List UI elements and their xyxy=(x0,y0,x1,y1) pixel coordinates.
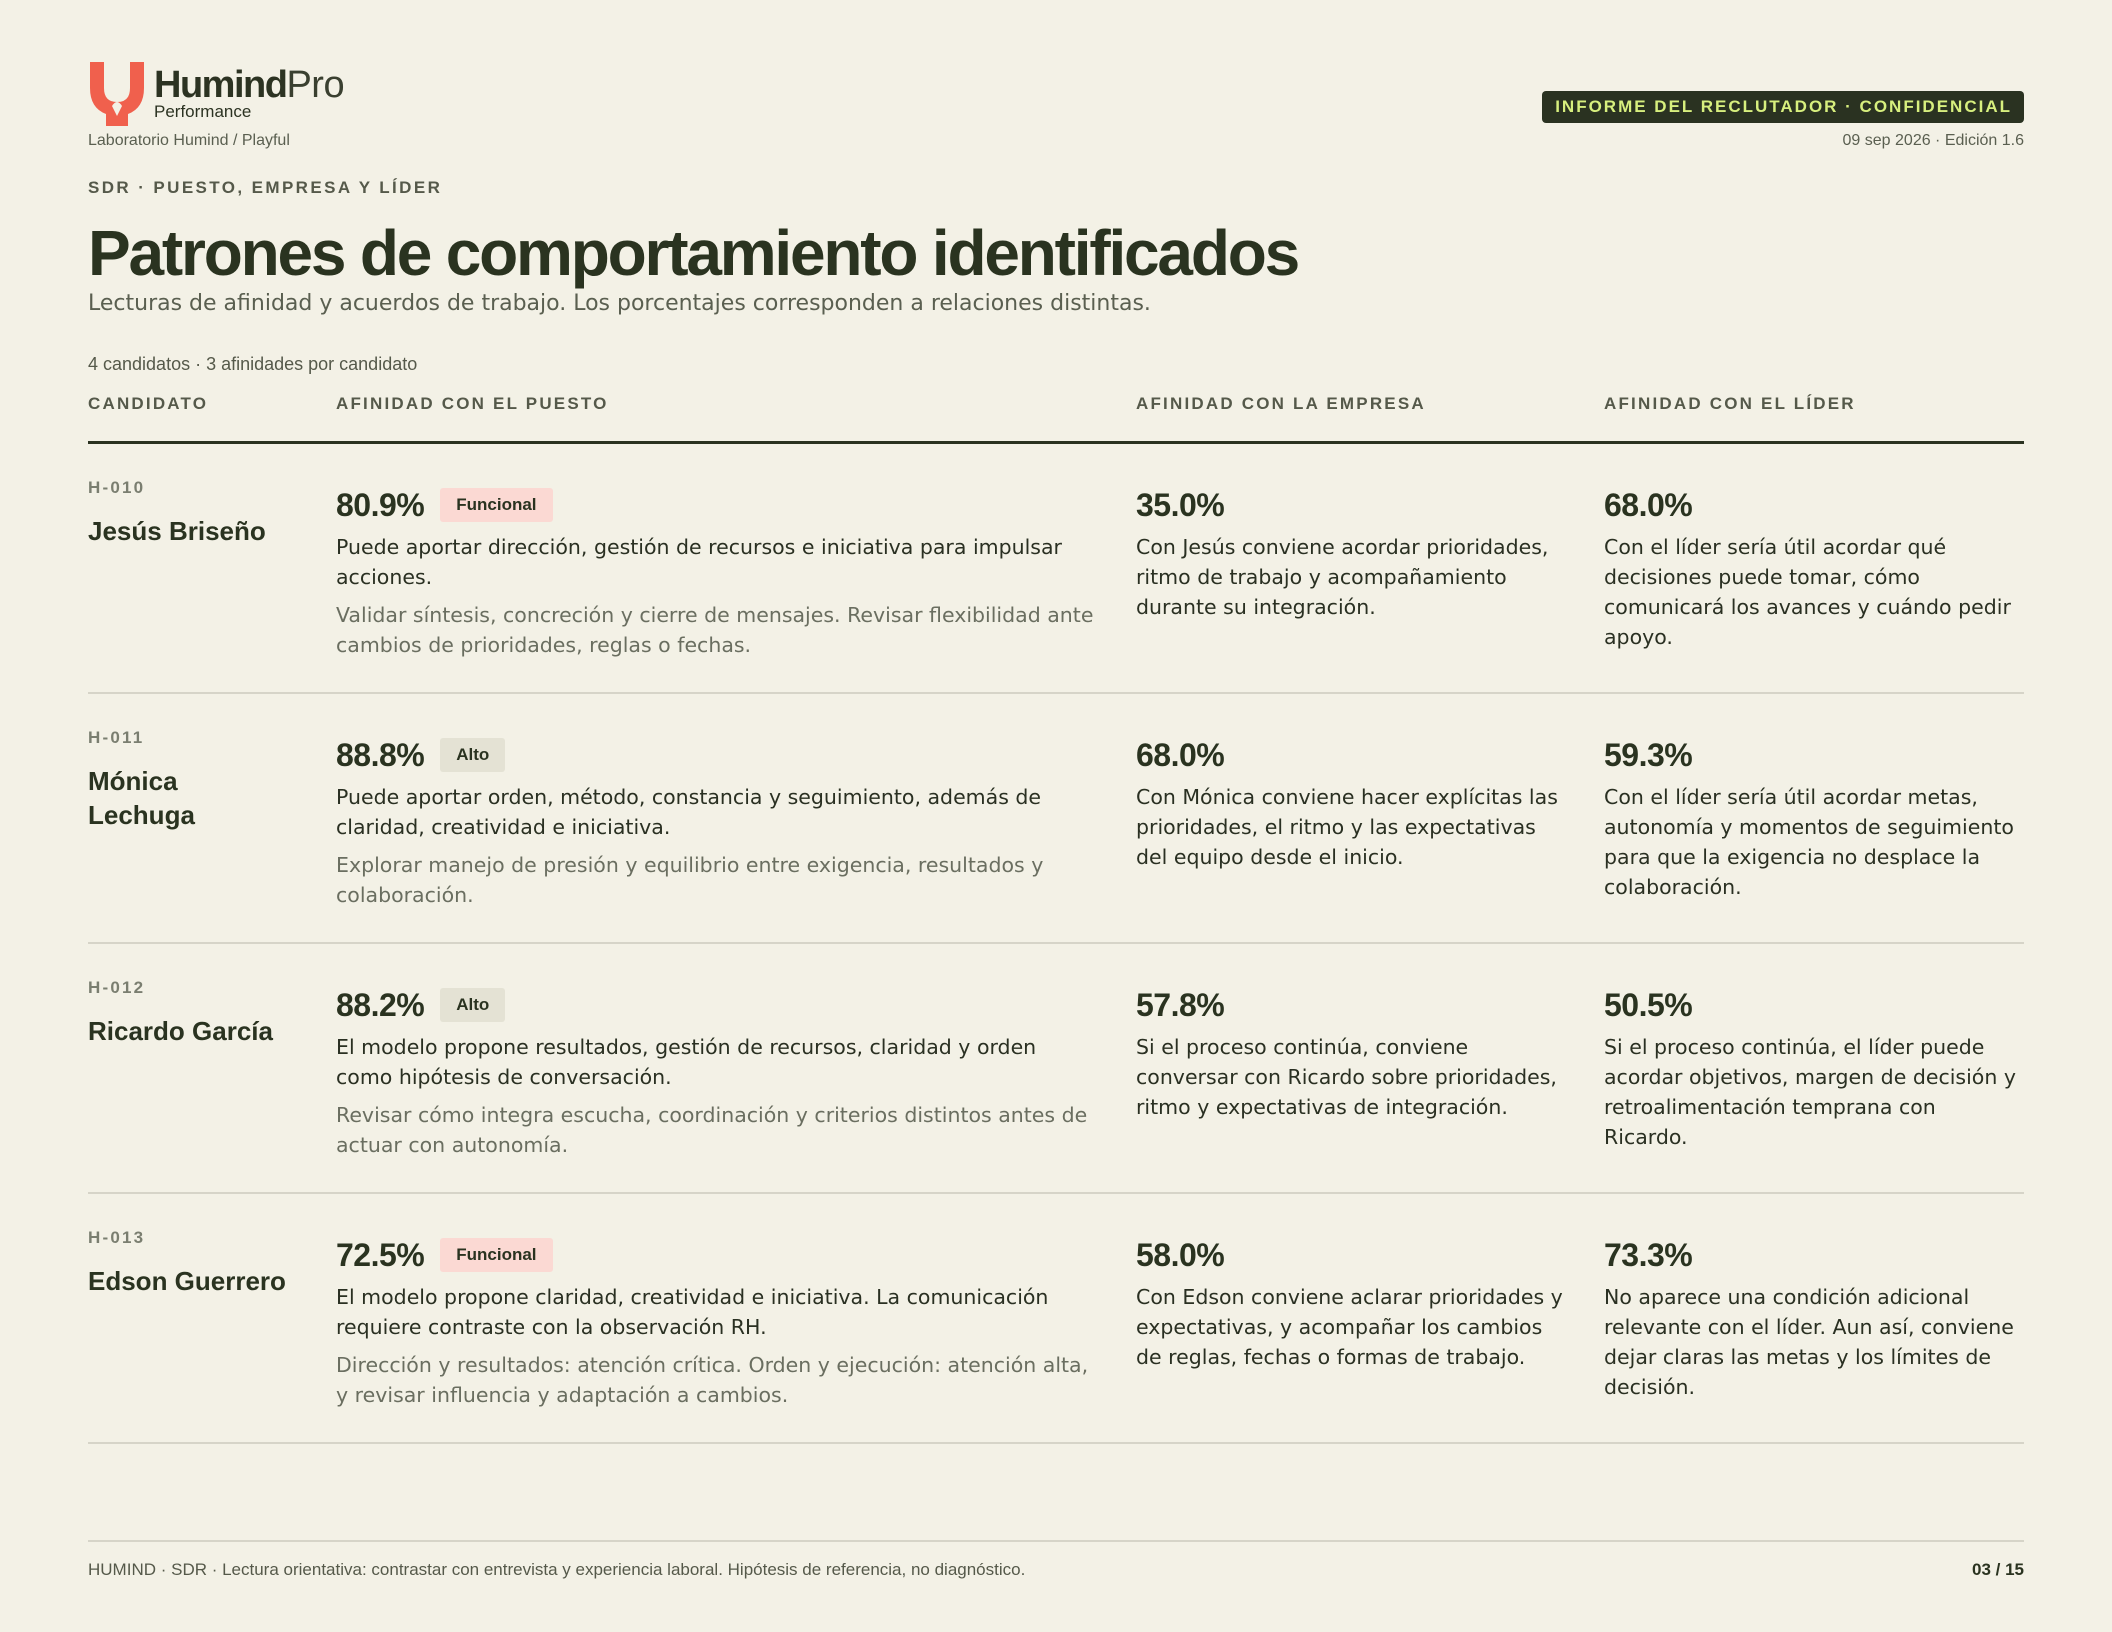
puesto-note: Validar síntesis, concreción y cierre de mensajes. Revisar flexibilidad ante cambios de prioridades, reglas o fechas. xyxy=(336,603,1094,657)
brand-name: HumindPro xyxy=(154,64,345,106)
puesto-text: Puede aportar dirección, gestión de recursos e iniciativa para impulsar acciones. xyxy=(336,535,1062,589)
footer-divider xyxy=(88,1540,2024,1542)
lab-label: Laboratorio Humind / Playful xyxy=(88,132,290,149)
table-row xyxy=(88,694,2024,944)
lider-percent: 68.0% xyxy=(1604,486,1693,523)
puesto-text: Puede aportar orden, método, constancia y seguimiento, además de claridad, creatividad e iniciativa. xyxy=(336,785,1042,839)
puesto-cell xyxy=(336,1234,1096,1410)
report-page xyxy=(88,58,2024,1598)
empresa-text: Si el proceso continúa, conviene conversar con Ricardo sobre prioridades, ritmo y expectativas de integración. xyxy=(1136,1035,1557,1119)
candidate-id: H-010 xyxy=(88,478,146,497)
column-header-puesto: AFINIDAD CON EL PUESTO xyxy=(336,394,609,413)
empresa-percent: 57.8% xyxy=(1136,986,1225,1023)
puesto-note: Dirección y resultados: atención crítica. Orden y ejecución: atención alta, y revisar influencia y adaptación a cambios. xyxy=(336,1353,1089,1407)
puesto-cell xyxy=(336,984,1096,1160)
candidate-id: H-012 xyxy=(88,978,146,997)
lider-cell xyxy=(1604,484,2024,652)
column-header-empresa: AFINIDAD CON LA EMPRESA xyxy=(1136,394,1426,413)
level-badge: Funcional xyxy=(440,1238,552,1272)
page-number: 03 / 15 xyxy=(1972,1560,2024,1579)
empresa-cell xyxy=(1136,484,1566,622)
level-badge: Funcional xyxy=(440,488,552,522)
empresa-text: Con Edson conviene aclarar prioridades y expectativas, y acompañar los cambios de reglas, fechas o formas de trabajo. xyxy=(1136,1285,1563,1369)
lider-percent: 50.5% xyxy=(1604,986,1693,1023)
level-badge: Alto xyxy=(440,738,505,772)
lider-percent: 59.3% xyxy=(1604,736,1693,773)
puesto-note: Explorar manejo de presión y equilibrio entre exigencia, resultados y colaboración. xyxy=(336,853,1044,907)
table-row xyxy=(88,444,2024,694)
brand-suffix: Pro xyxy=(286,64,345,106)
section-eyebrow: SDR · PUESTO, EMPRESA Y LÍDER xyxy=(88,178,443,197)
puesto-cell xyxy=(336,734,1096,910)
lider-cell xyxy=(1604,734,2024,902)
footer-note: HUMIND · SDR · Lectura orientativa: contrastar con entrevista y experiencia laboral. Hipótesis de referencia, no diagnóstico. xyxy=(88,1560,1026,1579)
candidate-id: H-011 xyxy=(88,728,145,747)
table-row xyxy=(88,944,2024,1194)
puesto-note: Revisar cómo integra escucha, coordinación y criterios distintos antes de actuar con autonomía. xyxy=(336,1103,1088,1157)
empresa-cell xyxy=(1136,984,1566,1122)
empresa-percent: 58.0% xyxy=(1136,1236,1225,1273)
page-subtitle: Lecturas de afinidad y acuerdos de trabajo. Los porcentajes corresponden a relaciones distintas. xyxy=(88,291,1151,316)
humind-logo-icon xyxy=(88,58,146,128)
table-header xyxy=(88,394,2024,444)
lider-text: Si el proceso continúa, el líder puede acordar objetivos, margen de decisión y retroalimentación temprana con Ricardo. xyxy=(1604,1035,2016,1149)
puesto-percent: 88.8% xyxy=(336,736,425,773)
candidate-count: 4 candidatos · 3 afinidades por candidato xyxy=(88,354,418,374)
lider-cell xyxy=(1604,1234,2024,1402)
lider-text: Con el líder sería útil acordar metas, autonomía y momentos de seguimiento para que la exigencia no desplace la colaboración. xyxy=(1604,785,2014,899)
lider-text: Con el líder sería útil acordar qué decisiones puede tomar, cómo comunicará los avances y cuándo pedir apoyo. xyxy=(1604,535,2011,649)
empresa-cell xyxy=(1136,1234,1566,1372)
empresa-text: Con Jesús conviene acordar prioridades, ritmo de trabajo y acompañamiento durante su integración. xyxy=(1136,535,1549,619)
page-title: Patrones de comportamiento identificados xyxy=(88,217,1299,289)
confidential-badge: INFORME DEL RECLUTADOR · CONFIDENCIAL xyxy=(1542,91,2024,123)
candidate-id: H-013 xyxy=(88,1228,146,1247)
edition-date: 09 sep 2026 · Edición 1.6 xyxy=(1842,132,2024,149)
empresa-percent: 68.0% xyxy=(1136,736,1225,773)
puesto-percent: 72.5% xyxy=(336,1236,425,1273)
empresa-cell xyxy=(1136,734,1566,872)
level-badge: Alto xyxy=(440,988,505,1022)
brand-subname: Performance xyxy=(154,102,252,121)
candidate-name: Edson Guerrero xyxy=(88,1266,286,1296)
column-header-lider: AFINIDAD CON EL LÍDER xyxy=(1604,394,1856,413)
puesto-percent: 88.2% xyxy=(336,986,425,1023)
table-row xyxy=(88,1194,2024,1444)
puesto-cell xyxy=(336,484,1096,660)
brand xyxy=(88,58,344,128)
empresa-text: Con Mónica conviene hacer explícitas las prioridades, el ritmo y las expectativas del equipo desde el inicio. xyxy=(1136,785,1558,869)
candidate-name: Jesús Briseño xyxy=(88,516,266,546)
candidate-name: Mónica Lechuga xyxy=(88,766,195,830)
puesto-percent: 80.9% xyxy=(336,486,425,523)
lider-cell xyxy=(1604,984,2024,1152)
puesto-text: El modelo propone resultados, gestión de recursos, claridad y orden como hipótesis de conversación. xyxy=(336,1035,1037,1089)
puesto-text: El modelo propone claridad, creatividad e iniciativa. La comunicación requiere contraste con la observación RH. xyxy=(336,1285,1049,1339)
column-header-candidato: CANDIDATO xyxy=(88,394,209,413)
candidate-name: Ricardo García xyxy=(88,1016,273,1046)
empresa-percent: 35.0% xyxy=(1136,486,1225,523)
lider-text: No aparece una condición adicional relevante con el líder. Aun así, conviene dejar claras las metas y los límites de decisión. xyxy=(1604,1285,2014,1399)
lider-percent: 73.3% xyxy=(1604,1236,1693,1273)
